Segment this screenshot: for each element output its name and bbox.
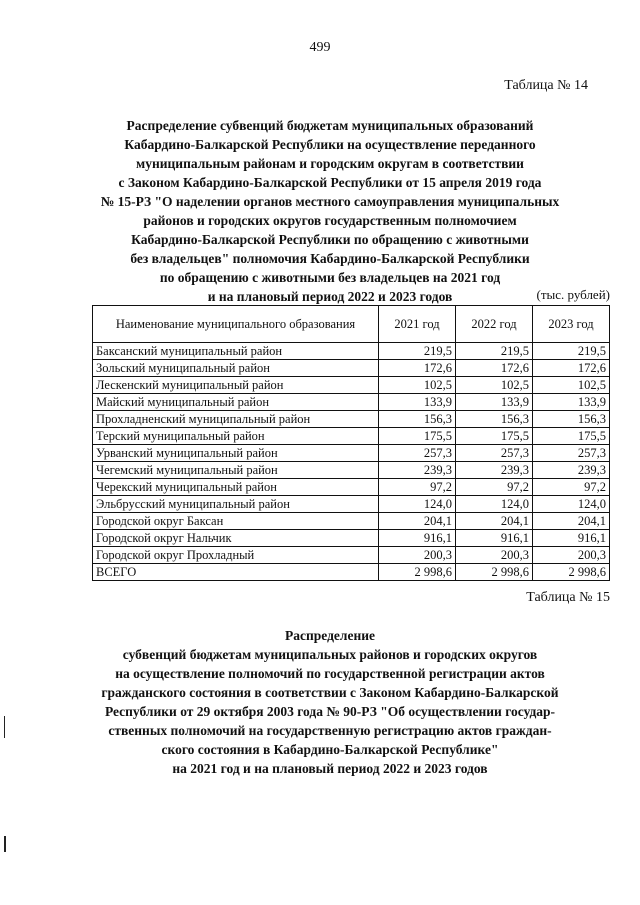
column-header-2022: 2022 год — [456, 306, 533, 343]
value-2022: 172,6 — [456, 360, 533, 377]
title-line: Кабардино-Балкарской Республики по обращению с животными — [131, 232, 529, 247]
value-2022: 239,3 — [456, 462, 533, 479]
value-2022: 219,5 — [456, 343, 533, 360]
row-name: Лескенский муниципальный район — [93, 377, 379, 394]
value-2022: 257,3 — [456, 445, 533, 462]
title-line: по обращению с животными без владельцев на 2021 год — [159, 270, 501, 285]
row-name: Городской округ Баксан — [93, 513, 379, 530]
title-line: Кабардино-Балкарской Республики на осуществление переданного — [124, 137, 536, 152]
value-2022: 133,9 — [456, 394, 533, 411]
row-name: Майский муниципальный район — [93, 394, 379, 411]
table-row — [93, 445, 610, 462]
value-2021: 257,3 — [379, 445, 456, 462]
row-name: Урванский муниципальный район — [93, 445, 379, 462]
value-2021: 97,2 — [379, 479, 456, 496]
value-2022: 156,3 — [456, 411, 533, 428]
table-15-title — [60, 626, 600, 778]
title-line: ственных полномочий на государственную регистрацию актов граждан- — [108, 723, 552, 738]
column-header-name: Наименование муниципального образования — [93, 306, 379, 343]
title-line: с Законом Кабардино-Балкарской Республики от 15 апреля 2019 года — [118, 175, 542, 190]
table-row — [93, 513, 610, 530]
row-name: Чегемский муниципальный район — [93, 462, 379, 479]
page-number: 499 — [309, 40, 331, 55]
value-2022: 916,1 — [456, 530, 533, 547]
value-2022: 175,5 — [456, 428, 533, 445]
total-row — [93, 564, 610, 581]
row-name: Городской округ Прохладный — [93, 547, 379, 564]
value-2021: 175,5 — [379, 428, 456, 445]
units-note: (тыс. рублей) — [536, 287, 610, 302]
column-header-2023: 2023 год — [533, 306, 610, 343]
row-name: Черекский муниципальный район — [93, 479, 379, 496]
row-name: Прохладненский муниципальный район — [93, 411, 379, 428]
column-header-2021: 2021 год — [379, 306, 456, 343]
value-2023: 219,5 — [533, 343, 610, 360]
value-2023: 172,6 — [533, 360, 610, 377]
row-name: Терский муниципальный район — [93, 428, 379, 445]
subvention-table — [92, 305, 610, 581]
title-line: на 2021 год и на плановый период 2022 и 2023 годов — [172, 761, 488, 776]
table-row — [93, 547, 610, 564]
value-2021: 124,0 — [379, 496, 456, 513]
value-2023: 156,3 — [533, 411, 610, 428]
value-2022: 204,1 — [456, 513, 533, 530]
value-2023: 124,0 — [533, 496, 610, 513]
row-name: ВСЕГО — [93, 564, 379, 581]
table-row — [93, 360, 610, 377]
title-line: Республики от 29 октября 2003 года № 90-РЗ "Об осуществлении государ- — [104, 704, 556, 719]
row-name: Городской округ Нальчик — [93, 530, 379, 547]
title-line: Распределение субвенций бюджетам муниципальных образований — [126, 118, 534, 133]
title-line: районов и городских округов государственным полномочием — [143, 213, 517, 228]
value-2021: 133,9 — [379, 394, 456, 411]
table-row — [93, 343, 610, 360]
value-2022: 200,3 — [456, 547, 533, 564]
value-2021: 204,1 — [379, 513, 456, 530]
value-2023: 239,3 — [533, 462, 610, 479]
row-name: Зольский муниципальный район — [93, 360, 379, 377]
value-2021: 156,3 — [379, 411, 456, 428]
value-2023: 916,1 — [533, 530, 610, 547]
value-2022: 124,0 — [456, 496, 533, 513]
value-2023: 204,1 — [533, 513, 610, 530]
value-2023: 175,5 — [533, 428, 610, 445]
table-row — [93, 428, 610, 445]
title-line: Распределение — [284, 628, 376, 643]
table-header-row — [93, 306, 610, 343]
table-row — [93, 496, 610, 513]
title-line: № 15-РЗ "О наделении органов местного самоуправления муниципальных — [100, 194, 560, 209]
table-row — [93, 479, 610, 496]
value-2021: 172,6 — [379, 360, 456, 377]
value-2023: 200,3 — [533, 547, 610, 564]
title-line: и на плановый период 2022 и 2023 годов — [207, 289, 453, 304]
value-2022: 2 998,6 — [456, 564, 533, 581]
row-name: Эльбрусский муниципальный район — [93, 496, 379, 513]
table-row — [93, 462, 610, 479]
value-2021: 219,5 — [379, 343, 456, 360]
table-14-title — [70, 116, 590, 306]
scan-margin-mark — [4, 716, 5, 738]
value-2023: 133,9 — [533, 394, 610, 411]
value-2023: 257,3 — [533, 445, 610, 462]
value-2021: 200,3 — [379, 547, 456, 564]
value-2021: 239,3 — [379, 462, 456, 479]
table-15-label: Таблица № 15 — [526, 590, 610, 605]
title-line: гражданского состояния в соответствии с Законом Кабардино-Балкарской — [101, 685, 559, 700]
scan-margin-mark — [4, 836, 6, 852]
value-2023: 102,5 — [533, 377, 610, 394]
value-2023: 97,2 — [533, 479, 610, 496]
value-2021: 102,5 — [379, 377, 456, 394]
row-name: Баксанский муниципальный район — [93, 343, 379, 360]
value-2021: 916,1 — [379, 530, 456, 547]
title-line: субвенций бюджетам муниципальных районов и городских округов — [122, 647, 538, 662]
title-line: муниципальным районам и городским округам в соответствии — [136, 156, 524, 171]
table-row — [93, 411, 610, 428]
table-row — [93, 394, 610, 411]
title-line: без владельцев" полномочия Кабардино-Балкарской Республики — [130, 251, 530, 266]
title-line: ского состояния в Кабардино-Балкарской Республике" — [161, 742, 499, 757]
table-14-label: Таблица № 14 — [504, 78, 588, 93]
value-2023: 2 998,6 — [533, 564, 610, 581]
table-row — [93, 530, 610, 547]
value-2022: 102,5 — [456, 377, 533, 394]
value-2021: 2 998,6 — [379, 564, 456, 581]
value-2022: 97,2 — [456, 479, 533, 496]
table-row — [93, 377, 610, 394]
title-line: на осуществление полномочий по государственной регистрации актов — [115, 666, 545, 681]
